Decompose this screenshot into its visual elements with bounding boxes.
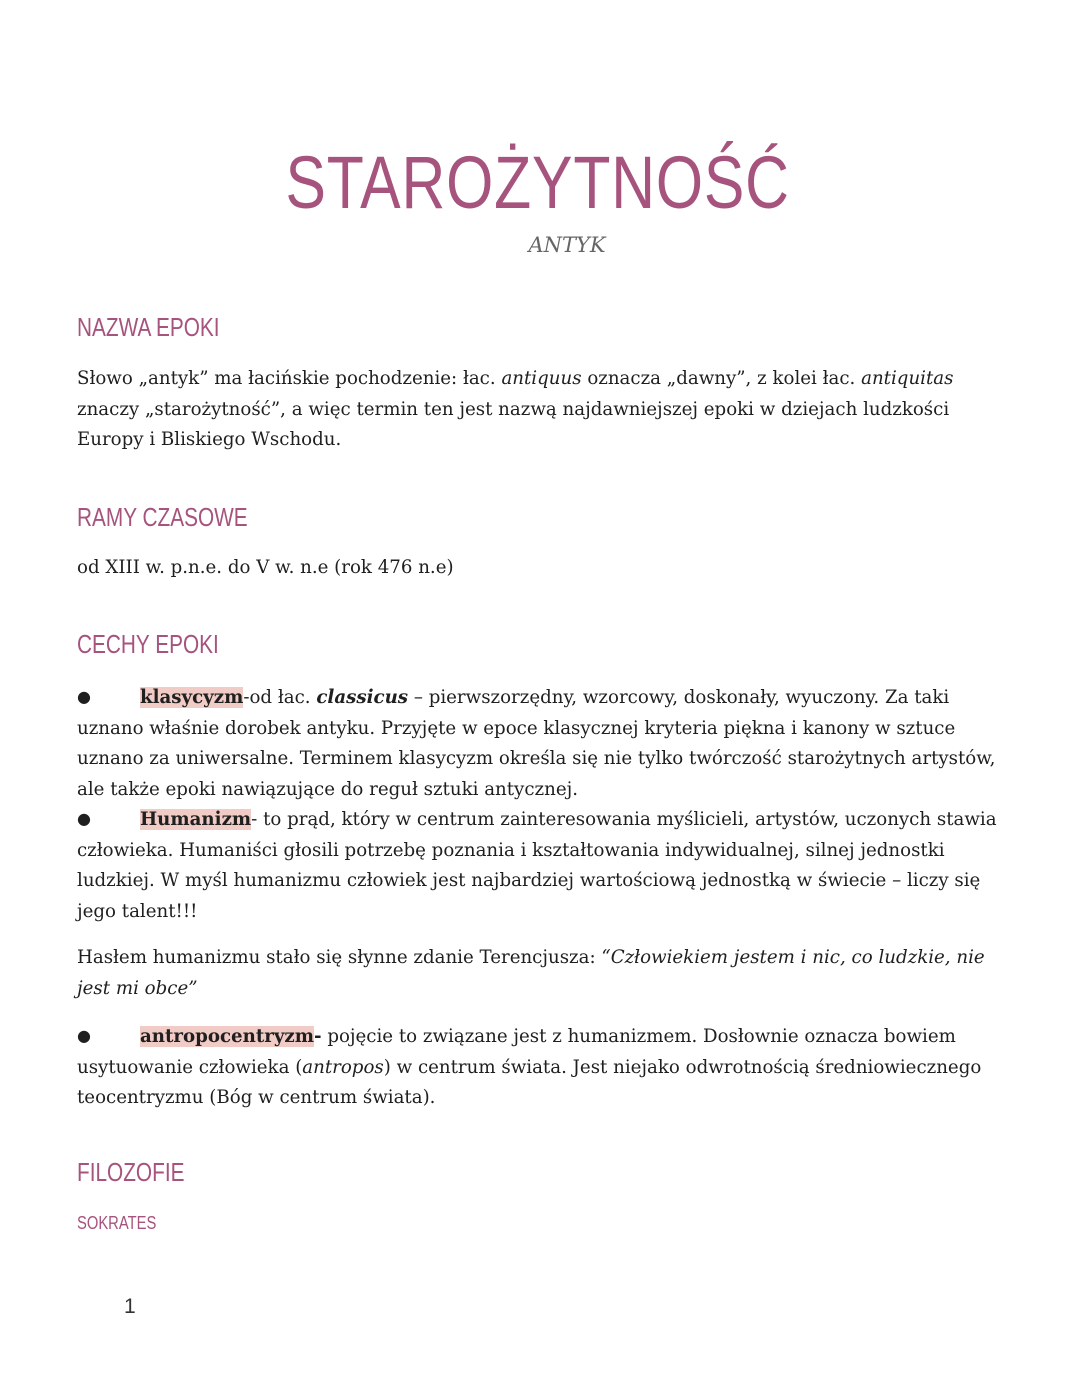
list-item-antropocentryzm: ● antropocentryzm- pojęcie to związane jest z humanizmem. Dosłownie oznacza bowiem usytuowanie człowieka (antropos) w centrum świata. Jest niejako odwrotnością średniowiecznego teocentryzmu (Bóg w centrum świata). (77, 1021, 997, 1114)
highlighted-term: klasycyzm (140, 687, 244, 708)
highlighted-term: Humanizm (140, 809, 252, 830)
heading-ramy-czasowe: RAMY CZASOWE (77, 502, 248, 532)
paragraph-haslo: Hasłem humanizmu stało się słynne zdanie Terencjusza: “Człowiekiem jestem i nic, co ludzkie, nie jest mi obce” (77, 947, 985, 999)
page-title: STAROŻYTNOŚĆ (285, 141, 790, 224)
highlighted-term: antropocentryzm (140, 1026, 314, 1047)
page-subtitle: ANTYK (528, 233, 606, 257)
bullet-icon: ● (77, 809, 91, 828)
heading-nazwa-epoki: NAZWA EPOKI (77, 312, 220, 342)
paragraph-nazwa-epoki: Słowo „antyk” ma łacińskie pochodzenie: łac. antiquus oznacza „dawny”, z kolei łac. antiquitas znaczy „starożytność”, a więc termin ten jest nazwą najdawniejszej epoki w dziejach ludzkości Europy i Bliskiego Wschodu. (77, 368, 954, 450)
list-item-humanizm: ● Humanizm- to prąd, który w centrum zainteresowania myślicieli, artystów, uczonych stawia człowieka. Humaniści głosili potrzebę poznania i kształtowania indywidualnej, silnej jednostki ludzkiej. W myśl humanizmu człowiek jest najbardziej wartościową jednostką w świecie – liczy się jego talent!!! (77, 804, 997, 927)
list-item-klasycyzm: ● klasycyzm-od łac. classicus – pierwszorzędny, wzorcowy, doskonały, wyuczony. Za taki uznano właśnie dorobek antyku. Przyjęte w epoce klasycznej kryteria piękna i kanony w sztuce uznano za uniwersalne. Terminem klasycyzm określa się nie tylko twórczość starożytnych artystów, ale także epoki nawiązujące do reguł sztuki antycznej. (77, 682, 997, 805)
subheading-sokrates: SOKRATES (77, 1213, 157, 1233)
heading-cechy-epoki: CECHY EPOKI (77, 629, 219, 659)
paragraph-ramy-czasowe: od XIII w. p.n.e. do V w. n.e (rok 476 n.e) (77, 557, 454, 578)
page-number: 1 (124, 1295, 136, 1318)
bullet-icon: ● (77, 687, 91, 706)
bullet-icon: ● (77, 1026, 91, 1045)
heading-filozofie: FILOZOFIE (77, 1157, 185, 1187)
